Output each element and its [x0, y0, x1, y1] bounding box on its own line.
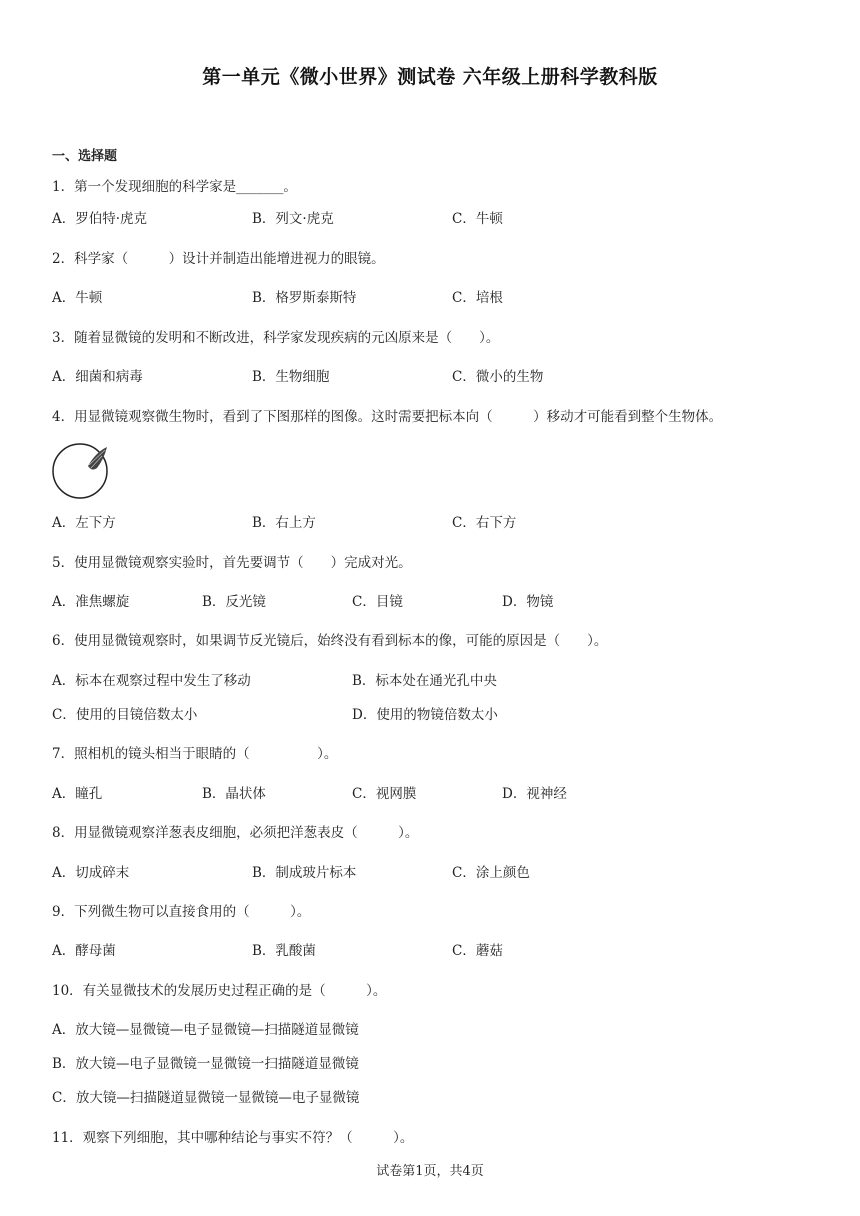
question-3-option-a: A．细菌和病毒: [52, 369, 143, 385]
question-7-stem: 7．照相机的镜头相当于眼睛的（ ）。: [52, 746, 338, 762]
question-1-option-a: A．罗伯特·虎克: [52, 211, 148, 227]
question-5-option-b: B．反光镜: [202, 594, 266, 610]
question-4-stem: 4．用显微镜观察微生物时，看到了下图那样的图像。这时需要把标本向（ ）移动才可能看到整个生物体。: [52, 409, 723, 425]
question-7-option-d: D．视神经: [502, 786, 567, 802]
question-7-option-a: A．瞳孔: [52, 786, 103, 802]
question-7-option-c: C．视网膜: [352, 786, 417, 802]
page-title: 第一单元《微小世界》测试卷 六年级上册科学教科版: [202, 66, 658, 88]
question-6-option-c: C．使用的目镜倍数太小: [52, 707, 198, 723]
question-6-stem: 6．使用显微镜观察时，如果调节反光镜后，始终没有看到标本的像，可能的原因是（ ）。: [52, 633, 608, 649]
question-2-option-c: C．培根: [452, 290, 503, 306]
question-4-option-a: A．左下方: [52, 515, 116, 531]
question-11-stem: 11．观察下列细胞，其中哪种结论与事实不符？（ ）。: [52, 1130, 414, 1146]
question-3-option-c: C．微小的生物: [452, 369, 544, 385]
question-2-option-b: B．格罗斯泰斯特: [252, 290, 357, 306]
question-5-option-d: D．物镜: [502, 594, 554, 610]
question-3-option-b: B．生物细胞: [252, 369, 330, 385]
question-6-option-b: B．标本处在通光孔中央: [352, 673, 497, 689]
question-2-option-a: A．牛顿: [52, 290, 103, 306]
question-1-option-c: C．牛顿: [452, 211, 503, 227]
question-10-option-b: B．放大镜—电子显微镜一显微镜一扫描隧道显微镜: [52, 1056, 359, 1072]
question-5-stem: 5．使用显微镜观察实验时，首先要调节（ ）完成对光。: [52, 555, 412, 571]
question-3-stem: 3．随着显微镜的发明和不断改进，科学家发现疾病的元凶原来是（ ）。: [52, 330, 500, 346]
question-8-stem: 8．用显微镜观察洋葱表皮细胞，必须把洋葱表皮（ ）。: [52, 825, 419, 841]
question-8-option-c: C．涂上颜色: [452, 865, 530, 881]
question-7-option-b: B．晶状体: [202, 786, 266, 802]
question-9-option-a: A．酵母菌: [52, 943, 116, 959]
question-1-option-b: B．列文·虎克: [252, 211, 334, 227]
question-8-option-a: A．切成碎末: [52, 865, 130, 881]
question-5-option-a: A．准焦螺旋: [52, 594, 130, 610]
question-10-stem: 10．有关显微技术的发展历史过程正确的是（ ）。: [52, 983, 387, 999]
page-footer: 试卷第1页，共4页: [376, 1164, 484, 1179]
microscope-view-figure: [52, 442, 110, 500]
question-4-option-c: C．右下方: [452, 515, 517, 531]
question-9-stem: 9．下列微生物可以直接食用的（ ）。: [52, 904, 311, 920]
section-heading: 一、选择题: [52, 149, 118, 164]
question-2-stem: 2．科学家（ ）设计并制造出能增进视力的眼镜。: [52, 251, 385, 267]
question-6-option-a: A．标本在观察过程中发生了移动: [52, 673, 251, 689]
question-9-option-c: C．蘑菇: [452, 943, 503, 959]
question-9-option-b: B．乳酸菌: [252, 943, 316, 959]
question-1-stem: 1．第一个发现细胞的科学家是_______。: [52, 179, 297, 195]
question-6-option-d: D．使用的物镜倍数太小: [352, 707, 498, 723]
question-4-option-b: B．右上方: [252, 515, 316, 531]
question-10-option-a: A．放大镜—显微镜—电子显微镜—扫描隧道显微镜: [52, 1022, 359, 1038]
question-10-option-c: C．放大镜—扫描隧道显微镜一显微镜—电子显微镜: [52, 1090, 360, 1106]
question-8-option-b: B．制成玻片标本: [252, 865, 357, 881]
question-5-option-c: C．目镜: [352, 594, 403, 610]
